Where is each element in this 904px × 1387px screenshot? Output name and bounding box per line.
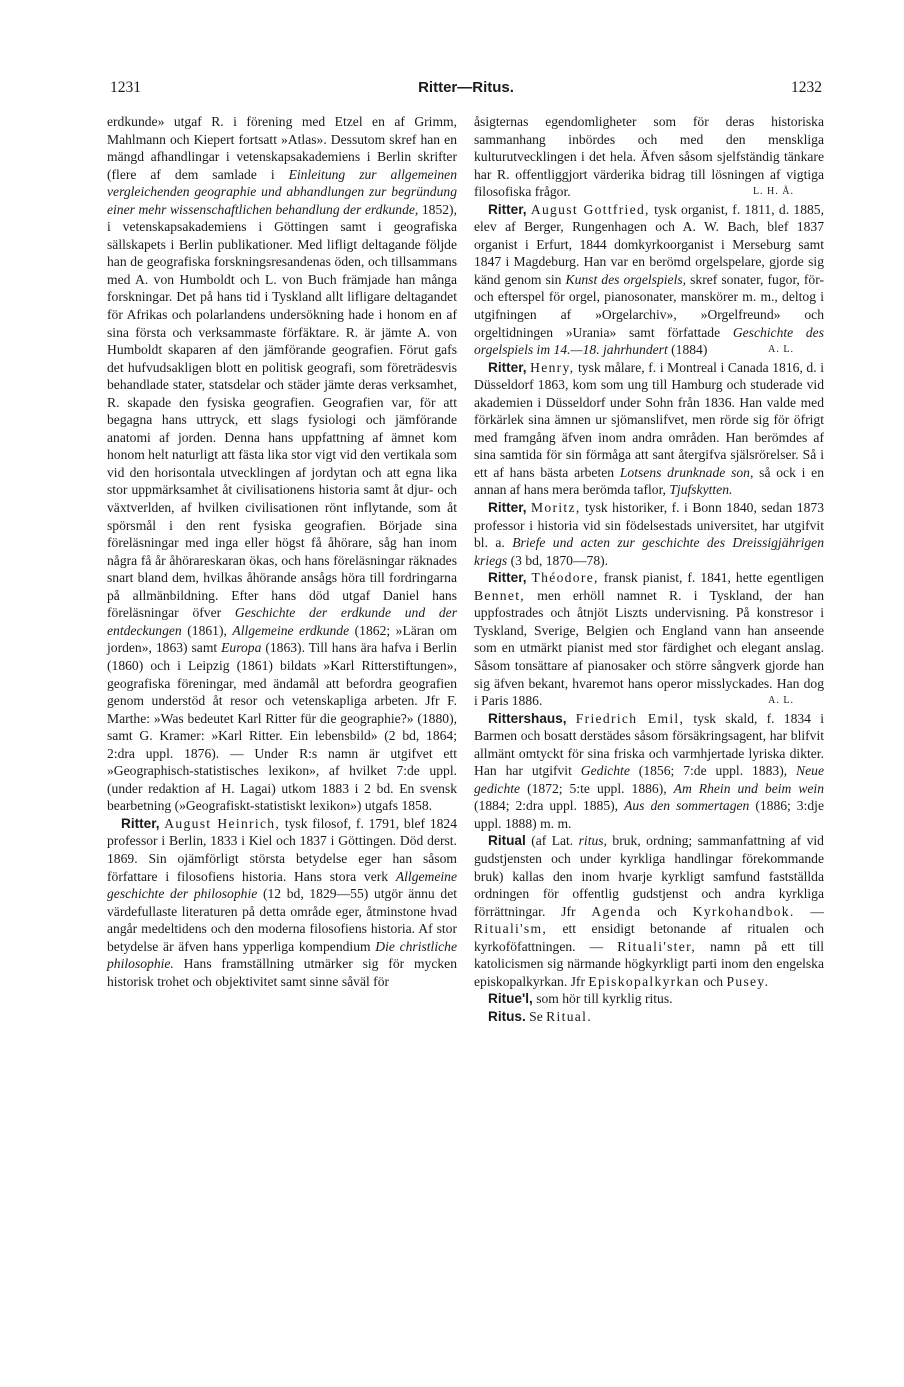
cross-reference: Pusey.: [726, 973, 770, 989]
entry-ritus: Ritus. Se Ritual.: [488, 1008, 592, 1024]
headword: Ritter,: [488, 359, 527, 375]
entry-ritter-henry: Ritter, Henry, tysk målare, f. i Montreal i Canada 1816, d. i Düsseldorf 1863, kom som ung till Hamburg och studerade vid akademien i Düsseldorf under Sohn från 1836. Han valde med förkärlek sina ämnen ur sjömanslifvet, men rörde sig för öfrigt med framgång äfven inom andra områden. Han berömdes af sina samtida för sin förmåga att sant återgifva själsrörelser. Så i ett af hans bästa arbeten Lotsens drunknade son, så ock i en annan af hans mera berömda taflor, Tjufskytten.: [474, 359, 825, 498]
headword: Ritual: [488, 833, 526, 849]
entry-ritual: Ritual (af Lat. ritus, bruk, ordning; sammanfattning af vid gudstjensten och under kyrkliga handlingar förekommande bruk) kallas den inom hvarje kyrkligt samfund fastställda ordningen för offentlig gudstjenst och andra kyrkliga förrättningar. Jfr Agenda och Kyrkohandbok. — Rituali'sm, ett ensidigt betonande af ritualen och kyrkoföfattningen. — Rituali'ster, namn på ett till katolicismen sig närmande högkyrkligt parti inom den engelska episkopalkyrkan. Jfr Episkopalkyrkan och Pusey.: [474, 833, 824, 989]
entry-ritter-moritz: Ritter, Moritz, tysk historiker, f. i Bonn 1840, sedan 1873 professor i historia vid sin födelsestads universitet, har utgifvit bl. a. Briefe und acten zur geschichte des Dreissigjährigen kriegs (3 bd, 1870—78).: [474, 500, 825, 568]
cross-reference: Agenda: [591, 903, 642, 919]
author-signature: A. L.: [768, 344, 794, 356]
sub-headword: Rituali'ster,: [617, 938, 697, 954]
right-column: [474, 113, 824, 1025]
page-number-right: 1232: [791, 79, 822, 96]
continued-entry-ritter-karl: erdkunde» utgaf R. i förening med Etzel en af Grimm, Mahlmann och Kiepert fortsatt »Atlas». Dessutom skref han en mängd afhandlingar i vetenskapsakademiens i Berlin skrifter (flere af dem samlade i Einleitung zur allgemeinen vergleichenden geographie und abhandlungen zur begründung einer mehr wissenschaftlichen behandlung der erdkunde, 1852), i vetenskapsakademiens i Göttingen samt i geografiska sällskapets i Berlin publikationer. Med lifligt deltagande följde han de geografiska forskningsresandenas öden, och tillsammans med A. von Humboldt och L. von Buch främjade han många forskningar. Det på hans tid i Tyskland allt lifligare deltagandet för Afrikas och polarlandens undersökning hade i honom en af sina första och verksammaste förfäktare. R. är jämte A. von Humboldt skaparen af den jämförande geografien. Förut gafs det hufvudsakligen blott en politisk geografi, som företrädesvis behandlade stater, statsdelar och städer jämte deras verksamhet, R. skapade den fysiska geografien. Geografien var, för att begagna hans uttryck, ett slags fysiologi och jämförande anatomi af jorden. Denna hans uppfattning af ämnet kom honom helt naturligt att fästa lika stor vigt vid den vertikala som vid den horisontala utvecklingen af jordytan och att egna lika stor uppmärksamhet åt civilisationens historia samt åt djur- och växtverlden, af hvilken civilisationen rönt inflytande, som åt spörsmål i den rent fysiska geografien. Började sina föreläsningar med inga eller högst få åhörare, såg han inom några få år åhörareskaran ökas, och hans föreläsningar räknades snart bland dem, hvilkas åhörande ansågs höra till fordringarna på allmänbildning. Efter hans död utgaf Daniel hans föreläsningar öfver Geschichte der erdkunde und der entdeckungen (1861), Allgemeine erdkunde (1862; »Läran om jorden», 1863) samt Europa (1863). Till hans ära hafva i Berlin (1860) och i Leipzig (1861) bildats »Karl Ritterstiftungen», geografiska föreningar, med ändamål att befordra geografien genom understöd åt resor och vetenskapliga arbeten. Jfr F. Marthe: »Was bedeutet Karl Ritter für die geographie?» (1880), samt G. Kramer: »Karl Ritter. Ein lebensbild» (2 bd, 1864; 2:dra uppl. 1876). — Under R:s namn är utgifvet ett »Geographisch-statistisches lexikon», af hvilket 7:de uppl. (under redaktion af H. Lagai) utkom 1883 i 2 bd. En svensk bearbetning (»Geografiskt-statistiskt lexikon») utgafs 1858.: [107, 114, 458, 814]
author-signature: L. H. Å.: [752, 186, 794, 198]
entry-rituel: Ritue'l, som hör till kyrklig ritus.: [488, 991, 673, 1007]
entry-rittershaus: Rittershaus, Friedrich Emil, tysk skald, f. 1834 i Barmen och bosatt derstädes såsom försäkringsagent, har blifvit allmänt omtyckt för sina friska och varmhjertade lyriska dikter. Han har utgifvit Gedichte (1856; 7:de uppl. 1883), Neue gedichte (1872; 5:te uppl. 1886), Am Rhein und beim wein (1884; 2:dra uppl. 1885), Aus den sommertagen (1886; 3:dje uppl. 1888) m. m.: [474, 710, 824, 831]
entry-ritter-august-gottfried: Ritter, August Gottfried, tysk organist, f. 1811, d. 1885, elev af Berger, Rungenhagen och A. W. Bach, blef 1837 organist i Erfurt, 1844 domkyrkoorganist i Merseburg samt 1847 i Magdeburg. Han var en berömd orgelspelare, gjorde sig känd genom sin Kunst des orgelspiels, skref sonater, fugor, för- och efterspel för orgel, pianosonater, manskörer m. m., deltog i utgifningen af »Orgelarchiv», »Orgelfreund» och orgeltidningen »Urania» samt författade Geschichte des orgelspiels im 14.—18. jahrhundert (1884) A. L.: [474, 201, 825, 358]
headword: Ritter,: [121, 815, 160, 831]
headword: Ritter,: [488, 500, 527, 516]
cross-reference: Episkopalkyrkan: [588, 973, 701, 989]
left-column: [107, 113, 457, 990]
sub-headword: Rituali'sm,: [474, 921, 548, 937]
page-number-left: 1231: [110, 79, 141, 96]
headword: Ritue'l,: [488, 991, 533, 1007]
cross-reference: Kyrkohandbok.: [692, 903, 795, 919]
page-title: Ritter—Ritus.: [418, 79, 514, 96]
headword: Ritus.: [488, 1008, 526, 1024]
headword: Ritter,: [488, 201, 527, 217]
headword: Ritter,: [488, 570, 527, 586]
running-head: [110, 79, 822, 99]
entry-ritter-august-heinrich: Ritter, August Heinrich, tysk filosof, f. 1791, blef 1824 professor i Berlin, 1833 i Kiel och 1837 i Göttingen. Död derst. 1869. Sin ojämförligt största betydelse eger han såsom författare i filosofiens historia. Hans stora verk Allgemeine geschichte der philosophie (12 bd, 1829—55) utgör ännu det värdefullaste literaturen på detta område eger, åtminstone hvad angår medeltidens och den moderna filosofiens historia. Af stor betydelse är äfven hans ypperliga kompendium Die christliche philosophie. Hans framställning utmärker sig för mycken historisk trohet och objektivitet samt sinne såväl för: [107, 815, 458, 989]
headword: Rittershaus,: [488, 710, 567, 726]
continued-entry-ritter-august-heinrich: åsigternas egendomligheter som för deras historiska sammanhang inbördes och med den menskliga kulturutvecklingen i det hela. Äfven såsom sjelfständig tänkare har R. offentliggjort värderika bidrag till lösningen af vigtiga filosofiska frågor. L. H. Å.: [474, 114, 824, 200]
author-signature: A. L.: [768, 695, 794, 707]
cross-reference: Ritual.: [546, 1008, 592, 1024]
entry-ritter-theodore: Ritter, Théodore, fransk pianist, f. 1841, hette egentligen Bennet, men erhöll namnet R. i Tyskland, der han uppfostrades och åtnjöt Liszts undervisning. På konstresor i Tyskland, Sverige, Belgien och England vann han anseende som en utmärkt pianist med stor färdighet och elegant anslag. Såsom tonsättare af pianosaker och större sångverk gjorde han sig äfven bekant, hvaremot hans operor misslyckades. Han dog i Paris 1886. A. L.: [474, 570, 824, 709]
